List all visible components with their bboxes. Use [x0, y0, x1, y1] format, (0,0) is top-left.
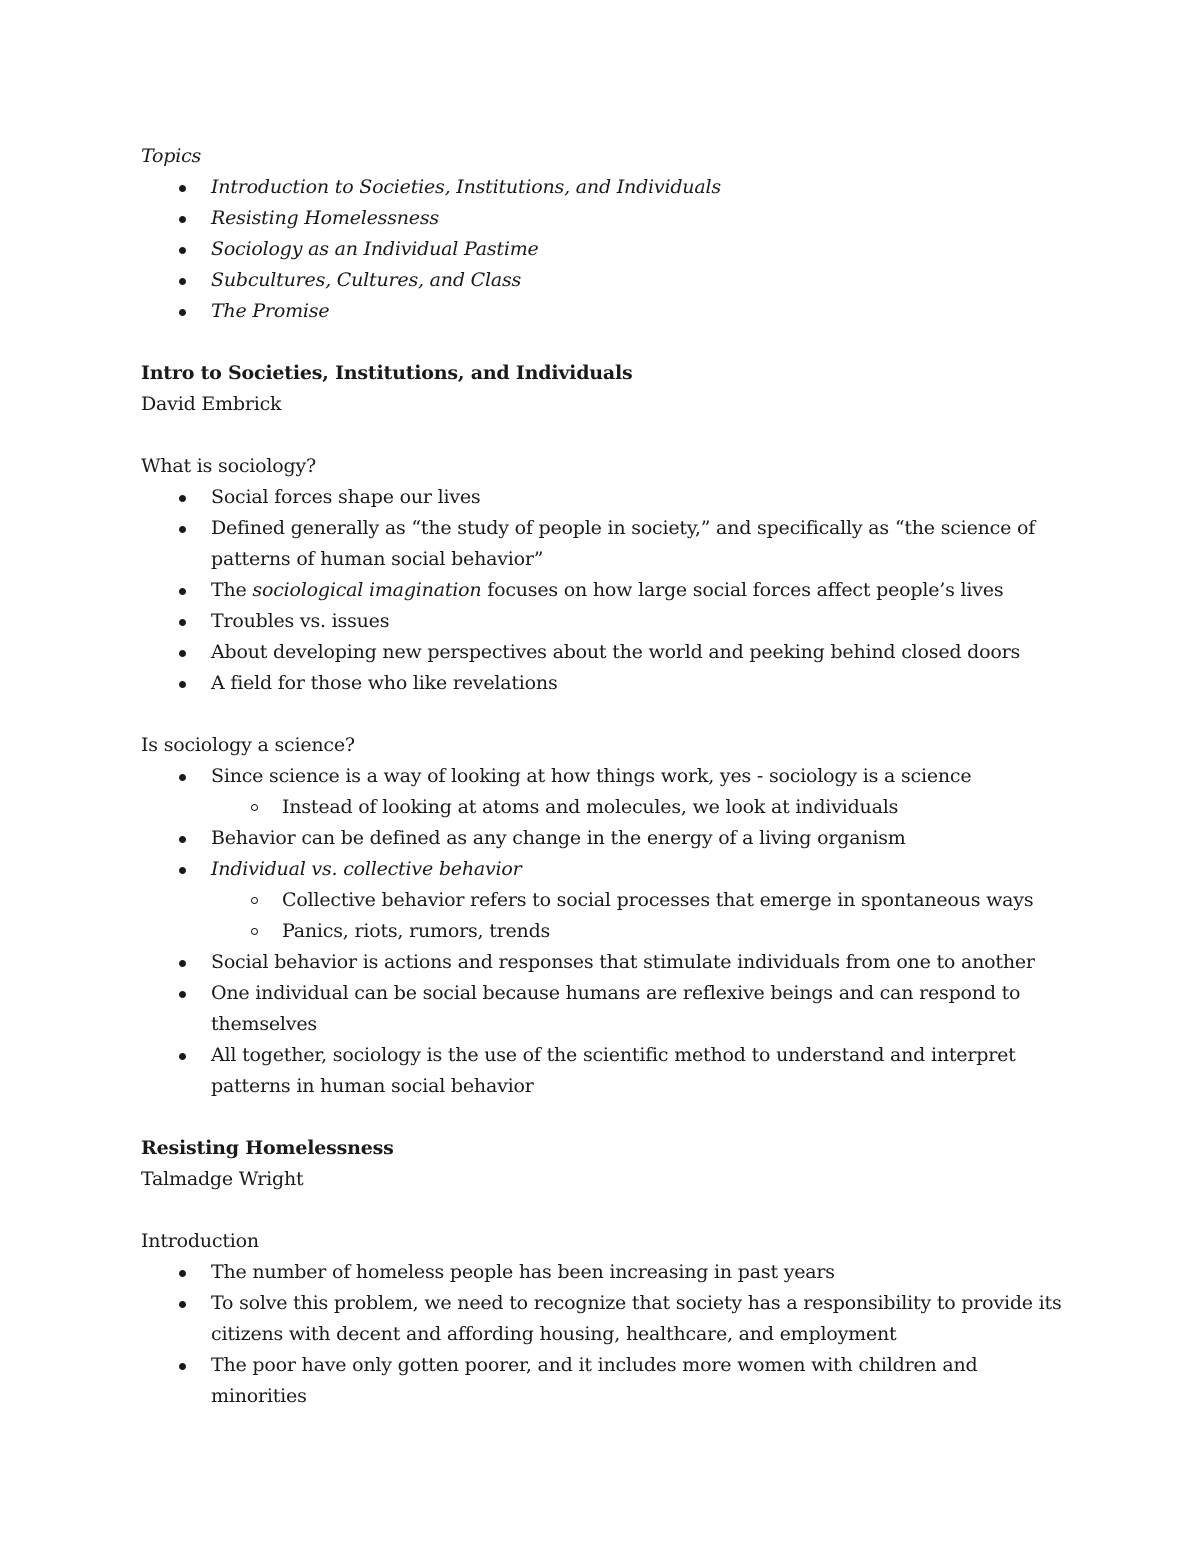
section-heading: Resisting Homelessness — [141, 1137, 394, 1159]
list-item: One individual can be social because humans are reflexive beings and can respond to themselves — [141, 978, 1071, 1040]
sub-list-item: Collective behavior refers to social processes that emerge in spontaneous ways — [141, 885, 1071, 916]
list-item-text: The — [211, 579, 253, 601]
list-item: Individual vs. collective behavior — [141, 854, 1071, 885]
topic-item: The Promise — [141, 296, 1071, 327]
emphasis-text: sociological imagination — [252, 579, 482, 601]
list-item: Since science is a way of looking at how things work, yes - sociology is a science — [141, 761, 1071, 792]
topic-item: Sociology as an Individual Pastime — [141, 234, 1071, 265]
spacer — [141, 1195, 1071, 1226]
subheading: Introduction — [141, 1230, 259, 1252]
document-body — [141, 141, 1071, 1412]
topic-item: Subcultures, Cultures, and Class — [141, 265, 1071, 296]
spacer — [141, 699, 1071, 730]
section-heading: Intro to Societies, Institutions, and Individuals — [141, 362, 633, 384]
list-item — [141, 513, 1071, 575]
sub-list-item: Panics, riots, rumors, trends — [141, 916, 1071, 947]
list-item: The number of homeless people has been increasing in past years — [141, 1257, 1071, 1288]
section-author: David Embrick — [141, 393, 282, 415]
topics-label: Topics — [141, 145, 202, 167]
topics-list — [141, 172, 1071, 327]
list-item: A field for those who like revelations — [141, 668, 1071, 699]
spacer — [141, 1102, 1071, 1133]
bullet-list — [141, 761, 1071, 1102]
list-item: To solve this problem, we need to recognize that society has a responsibility to provide its citizens with decent and affording housing, healthcare, and employment — [141, 1288, 1071, 1350]
sub-list-item: Instead of looking at atoms and molecules, we look at individuals — [141, 792, 1071, 823]
list-item — [141, 575, 1071, 606]
bullet-list — [141, 1257, 1071, 1412]
list-item: The poor have only gotten poorer, and it includes more women with children and minorities — [141, 1350, 1071, 1412]
list-item: Social behavior is actions and responses that stimulate individuals from one to another — [141, 947, 1071, 978]
section-author: Talmadge Wright — [141, 1168, 304, 1190]
topic-item: Introduction to Societies, Institutions, and Individuals — [141, 172, 1071, 203]
subheading: What is sociology? — [141, 455, 316, 477]
list-item: Social forces shape our lives — [141, 482, 1071, 513]
list-item: Behavior can be defined as any change in the energy of a living organism — [141, 823, 1071, 854]
list-item-text: focuses on how large social forces affect people’s lives — [481, 579, 1004, 601]
list-item-text: Defined generally as “the study of people in society,” and specifically as “the science of patterns of human social behavior” — [211, 517, 1036, 570]
spacer — [141, 327, 1071, 358]
list-item: About developing new perspectives about the world and peeking behind closed doors — [141, 637, 1071, 668]
list-item: All together, sociology is the use of the scientific method to understand and interpret patterns in human social behavior — [141, 1040, 1071, 1102]
spacer — [141, 420, 1071, 451]
topic-item: Resisting Homelessness — [141, 203, 1071, 234]
list-item: Troubles vs. issues — [141, 606, 1071, 637]
bullet-list — [141, 482, 1071, 699]
subheading: Is sociology a science? — [141, 734, 355, 756]
